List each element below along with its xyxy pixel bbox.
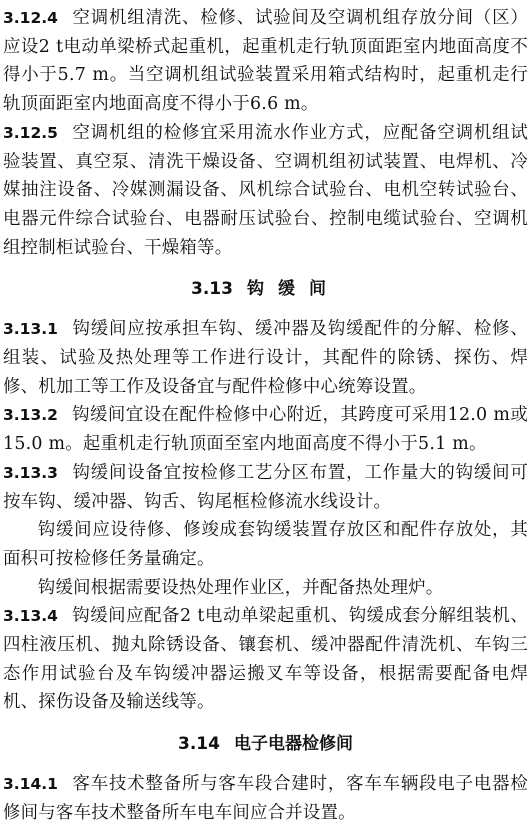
clause-text: 钩缓间应配备2 t电动单梁起重机、钩缓成套分解组装机、四柱液压机、抛丸除锈设备、镶套机、缓冲器配件清洗机、车钩三态作用试验台及车钩缓冲器运搬叉车等设备，根据需要配备电焊机、探伤设备及输送线等。 (3, 606, 528, 713)
clause-text: 钩缓间宜设在配件检修中心附近，其跨度可采用12.0 m或15.0 m。起重机走行轨顶面至室内地面高度不得小于5.1 m。 (3, 405, 528, 455)
clause-number: 3.13.2 (3, 406, 58, 425)
section-number: 3.14 (178, 734, 220, 755)
section-heading-3-14 (3, 730, 528, 758)
clause-text: 客车技术整备所与客车段合建时，客车车辆段电子电器检修间与客车技术整备所车电车间应合并设置。 (3, 774, 528, 823)
section-heading-3-13 (3, 275, 528, 303)
clause-3-12-4 (3, 4, 528, 119)
section-title: 电子电器检修间 (233, 734, 353, 755)
clause-number: 3.14.1 (3, 775, 58, 794)
clause-3-13-2 (3, 401, 528, 458)
paragraph-heat-treatment: 钩缓间根据需要设热处理作业区，并配备热处理炉。 (37, 577, 444, 598)
clause-number: 3.13.1 (3, 320, 58, 339)
clause-text: 空调机组清洗、检修、试验间及空调机组存放分间（区）应设2 t电动单梁桥式起重机，起重机走行轨顶面距室内地面高度不得小于5.7 m。当空调机组试验装置采用箱式结构时，起重机走行轨顶面距室内地面高度不得小于6.6 m。 (3, 8, 528, 115)
clause-number: 3.12.4 (3, 9, 58, 27)
clause-number: 3.12.5 (3, 123, 58, 142)
clause-text: 钩缓间应按承担车钩、缓冲器及钩缓配件的分解、检修、组装、试验及热处理等工作进行设计，其配件的除锈、探伤、焊修、机加工等工作及设备宜与配件检修中心统筹设置。 (3, 319, 528, 397)
paragraph-storage-area: 钩缓间应设待修、修竣成套钩缓装置存放区和配件存放处，其面积可按检修任务量确定。 (3, 520, 528, 569)
clause-number: 3.13.4 (3, 607, 58, 626)
clause-text: 空调机组的检修宜采用流水作业方式，应配备空调机组试验装置、真空泵、清洗干燥设备、空调机组初试装置、电焊机、冷媒抽注设备、冷媒测漏设备、风机综合试验台、电机空转试验台、电器元件综合试验台、电器耐压试验台、控制电缆试验台、空调机组控制柜试验台、干燥箱等。 (3, 122, 528, 258)
clause-number: 3.13.3 (3, 463, 58, 482)
clause-3-14-1 (3, 770, 528, 827)
clause-3-13-3 (3, 459, 528, 516)
clause-3-13-1 (3, 315, 528, 401)
clause-3-12-5 (3, 119, 528, 263)
clause-text: 钩缓间设备宜按检修工艺分区布置，工作量大的钩缓间可按车钩、缓冲器、钩舌、钩尾框检修流水线设计。 (3, 462, 528, 512)
clause-3-13-4 (3, 602, 528, 717)
section-title: 钩缓间 (246, 279, 340, 300)
section-number: 3.13 (191, 279, 233, 300)
